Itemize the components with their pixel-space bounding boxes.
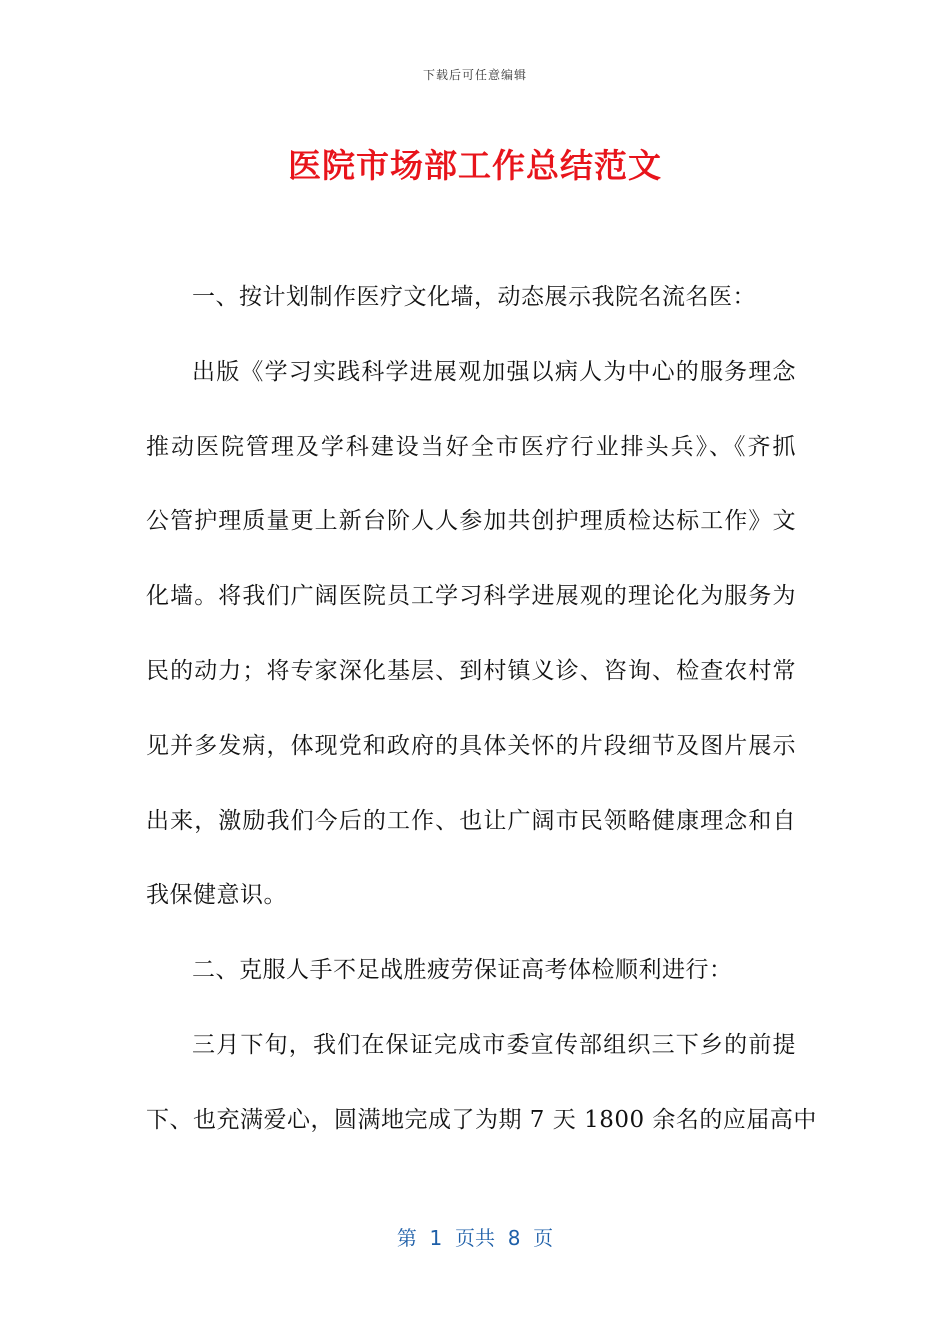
body-text-line: 化墙。将我们广阔医院员工学习科学进展观的理论化为服务为 <box>146 583 796 610</box>
page-number-footer: 第 1 页共 8 页 <box>396 1226 554 1250</box>
body-text-line: 下、也充满爱心，圆满地完成了为期 7 天 1800 余名的应届高中 <box>146 1106 817 1133</box>
body-text-line: 出版《学习实践科学进展观加强以病人为中心的服务理念 <box>192 358 796 385</box>
body-text-line: 出来，激励我们今后的工作、也让广阔市民领略健康理念和自 <box>146 807 796 834</box>
body-text-line: 一、按计划制作医疗文化墙，动态展示我院名流名医： <box>192 284 756 310</box>
body-text-line: 见并多发病，体现党和政府的具体关怀的片段细节及图片展示 <box>146 732 796 759</box>
body-text-line: 二、克服人手不足战胜疲劳保证高考体检顺利进行： <box>192 957 733 984</box>
body-text-line: 三月下旬，我们在保证完成市委宣传部组织三下乡的前提 <box>192 1031 796 1058</box>
document-title: 医院市场部工作总结范文 <box>288 146 662 185</box>
document-body <box>146 272 817 1170</box>
body-text-line: 民的动力；将专家深化基层、到村镇义诊、咨询、检查农村常 <box>146 657 796 684</box>
header-note: 下载后可任意编辑 <box>422 68 527 82</box>
body-text-line: 推动医院管理及学科建设当好全市医疗行业排头兵》、《齐抓 <box>146 433 796 460</box>
body-text-line: 公管护理质量更上新台阶人人参加共创护理质检达标工作》文 <box>146 508 796 535</box>
body-text-line: 我保健意识。 <box>146 882 287 909</box>
